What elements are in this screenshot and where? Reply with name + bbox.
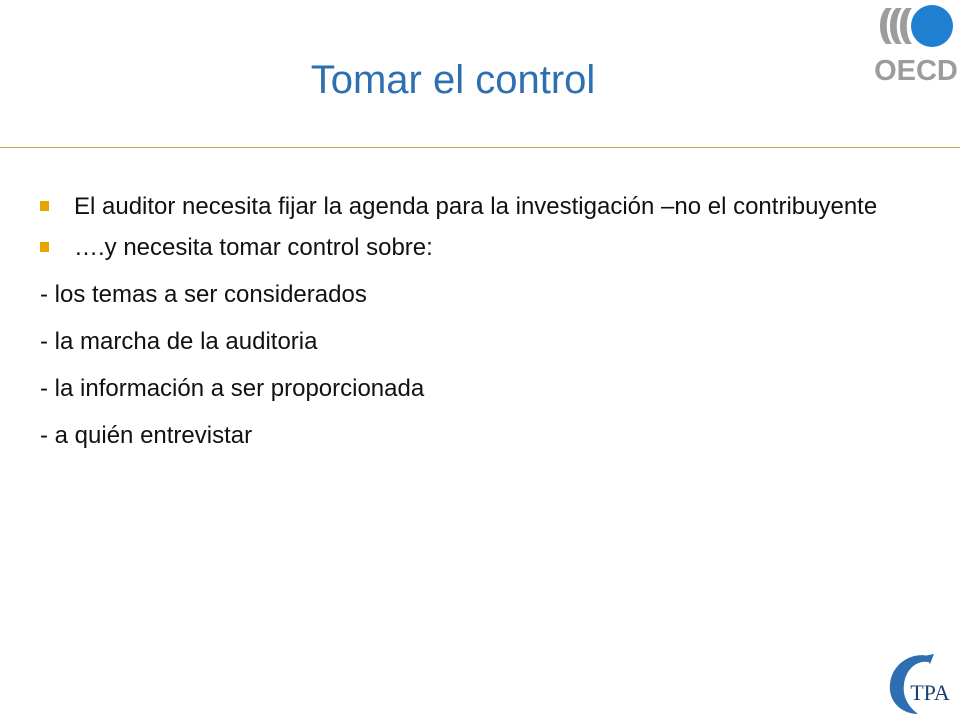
slide-content [36,190,916,466]
sub-item: - la información a ser proporcionada [40,375,425,402]
sub-item: - a quién entrevistar [40,422,253,449]
bullet-item [36,190,916,223]
oecd-logo-text: OECD [874,55,958,84]
sub-item: - la marcha de la auditoria [40,328,318,355]
sub-item: - los temas a ser considerados [40,281,367,308]
slide-title: Tomar el control [310,58,596,102]
bullet-text: ….y necesita tomar control sobre: [74,234,433,261]
square-bullet-icon [40,201,49,211]
square-bullet-icon [40,242,49,252]
ctpa-logo-text: TPA [910,680,950,705]
title-divider [0,147,960,148]
ctpa-logo-icon [884,652,956,716]
bullet-item [36,231,916,264]
bullet-text: El auditor necesita fijar la agenda para la investigación –no el contribuyente [74,193,878,220]
